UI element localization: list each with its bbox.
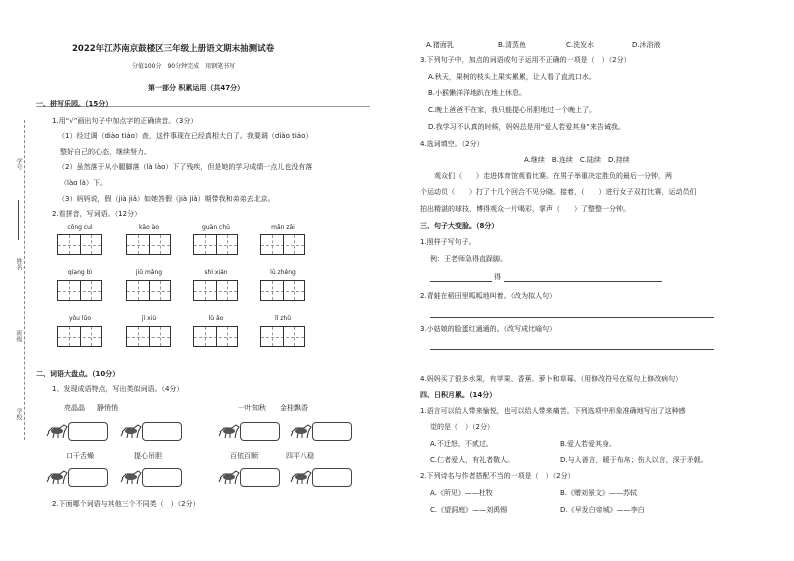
- margin-label-school: 学校: [15, 408, 22, 420]
- answer-line[interactable]: [430, 281, 492, 282]
- sentence-q2: 2.青蛙在稻田里呱呱地叫着。（改为拟人句）: [420, 292, 557, 300]
- sentence-q1: 1.照样子写句子。: [420, 238, 476, 246]
- q4-passage-line3: 拍出精湛的球技，博得观众一片喝彩，掌声（ ）了整整一分钟。: [420, 205, 630, 213]
- r2-option-a: A.《所见》——杜牧: [430, 489, 493, 497]
- q3-option-a: A.秋天，果树的枝头上果实累累，让人看了直流口水。: [428, 73, 596, 81]
- pinyin-label: kāo ào: [138, 224, 160, 231]
- pinyin-label: guàn chū: [202, 224, 230, 231]
- margin-label-name: 姓名: [15, 258, 22, 270]
- r1-option-b: B.爱人若爱其身。: [560, 440, 617, 448]
- pinyin-label: lǐ zhǔ: [275, 315, 291, 322]
- horse-icon: [290, 469, 314, 485]
- sentence-q4: 4.妈妈买了很多水果，有苹果、香蕉、萝卜和草莓。（用修改符号在原句上修改病句）: [420, 375, 683, 383]
- q4-passage-line1: 观众们（ ）走进体育馆观看比赛。在男子举重决定胜负的最后一分钟，两: [434, 172, 672, 180]
- r1-option-a: A.不迁怒，不贰过。: [430, 440, 493, 448]
- part-one-heading: 第一部分 积累运用（共47分）: [148, 84, 245, 92]
- option-d: D.沐浴液: [632, 41, 661, 49]
- idiom-example: 提心吊胆: [134, 452, 162, 460]
- accumulate-q1-line2: 觉的是（ ）（2分）: [430, 423, 494, 431]
- idiom-example: 百依百顺: [230, 452, 258, 460]
- horse-icon: [290, 423, 314, 439]
- sentence-q3: 3.小姑娘的脸蛋红通通的。（改写成比喻句）: [420, 325, 557, 333]
- idiom-example: 静悄悄: [97, 404, 118, 412]
- answer-line[interactable]: [430, 349, 714, 350]
- margin-label-student-id: 学号: [15, 158, 22, 170]
- writing-grid[interactable]: [260, 326, 305, 347]
- q4-word-options: A.继续 B.连续 C.陆续 D.持续: [524, 156, 630, 164]
- pinyin-label: qíang bì: [67, 269, 93, 276]
- section-2-heading: 二、词语大盘点。（10分）: [36, 370, 120, 378]
- pinyin-label: cōng cuì: [67, 224, 93, 231]
- horse-icon: [46, 423, 70, 439]
- answer-box[interactable]: [312, 422, 352, 441]
- exam-meta: 分值100分 90分钟完成 用钢笔书写: [132, 63, 236, 70]
- q3-option-b: B.小猴懒洋洋地趴在地上休息。: [428, 89, 527, 97]
- horse-icon: [120, 423, 144, 439]
- r1-option-c: C.仁者爱人，有礼者敬人。: [430, 456, 515, 464]
- q4-passage-line2: 个运动员（ ）打了十几个回合不见分晓。接着，（ ）进行女子双打比赛，运动员们: [420, 188, 697, 196]
- answer-box[interactable]: [142, 468, 182, 487]
- q1-item2-line2: （lào là）下。: [60, 179, 107, 187]
- writing-grid[interactable]: [126, 234, 171, 255]
- pinyin-label: shì xián: [204, 269, 228, 276]
- pinyin-label: jǐ xiù: [141, 315, 157, 322]
- section-4-heading: 四、日积月累。（14分）: [420, 391, 497, 399]
- pinyin-label: yǒu lūo: [68, 315, 92, 322]
- answer-line[interactable]: [504, 281, 662, 282]
- answer-box[interactable]: [142, 422, 182, 441]
- section-2-question-1: 1、发现成语特点，写出类似词语。（4分）: [52, 385, 184, 393]
- section-1-heading: 一、拼写乐园。（15分）: [36, 100, 113, 108]
- q3-option-d: D.我学习不认真的时候，妈妈总是用“爱人若爱其身”来告诫我。: [428, 123, 625, 131]
- r1-option-d: D.与人善言，暖于布帛；伤人以言，深于矛戟。: [560, 456, 708, 464]
- accumulate-q1-line1: 1.语言可以给人带来愉悦，也可以给人带来痛苦。下列选项中形象准确地写出了这种感: [420, 407, 686, 415]
- section-3-heading: 三、句子大变脸。（8分）: [420, 222, 499, 230]
- writing-grid[interactable]: [193, 234, 238, 255]
- question-1: 1.用“√”画出句子中加点字的正确读音。（3分）: [52, 117, 198, 125]
- writing-grid[interactable]: [57, 234, 102, 255]
- accumulate-q2: 2.下列诗名与作者搭配不当的一项是（ ）（2分）: [420, 472, 575, 480]
- q3-option-c: C.晚上爸爸不在家，我只能提心吊胆地过一个晚上了。: [428, 106, 597, 114]
- margin-label-class: 班级: [15, 330, 22, 342]
- horse-icon: [218, 423, 242, 439]
- section-2-question-2: 2.下面哪个词语与其他三个不同类（ ）（2分）: [52, 500, 200, 508]
- pinyin-label: lǜ zhěng: [270, 269, 296, 276]
- writing-grid[interactable]: [126, 326, 171, 347]
- question-3: 3.下列句子中，加点的词语或句子运用不正确的一项是（ ）（2分）: [420, 56, 631, 64]
- option-b: B.清蒸鱼: [498, 41, 527, 49]
- horse-icon: [46, 469, 70, 485]
- idiom-example: 一叶知秋: [238, 404, 266, 412]
- writing-grid[interactable]: [193, 280, 238, 301]
- q1-item2-line1: （2）虽然落于从小腿脚落（là lào）下了残疾，但是她的学习成绩一点儿也没有落: [58, 163, 313, 171]
- idiom-example: 口干舌燥: [66, 452, 94, 460]
- sentence-q1-de: 得: [494, 273, 501, 281]
- question-2: 2.看拼音，写词语。（12分）: [52, 210, 142, 218]
- answer-box[interactable]: [68, 422, 108, 441]
- writing-grid[interactable]: [57, 326, 102, 347]
- idiom-example: 亮晶晶: [64, 404, 85, 412]
- binding-line: [24, 120, 25, 440]
- writing-grid[interactable]: [126, 280, 171, 301]
- q1-item1-line1: （1）经过调（diào tiáo）查，这件事现在已经真相大白了。我要调（diào tiáo）: [58, 132, 313, 140]
- pinyin-label: mǎn zǎi: [271, 224, 295, 231]
- question-4: 4.选词填空。（2分）: [420, 140, 484, 148]
- r2-option-c: C.《望洞庭》——刘禹锡: [430, 506, 508, 514]
- answer-box[interactable]: [240, 422, 280, 441]
- horse-icon: [218, 469, 242, 485]
- margin-fill-line: [18, 200, 19, 240]
- option-a: A.猪面乳: [426, 41, 454, 49]
- answer-line[interactable]: [430, 317, 714, 318]
- writing-grid[interactable]: [260, 280, 305, 301]
- option-c: C.洗发水: [566, 41, 595, 49]
- page-title: 2022年江苏南京鼓楼区三年级上册语文期末抽测试卷: [72, 44, 275, 54]
- writing-grid[interactable]: [260, 234, 305, 255]
- writing-grid[interactable]: [57, 280, 102, 301]
- r2-option-d: D.《早发白帝城》——李白: [560, 506, 645, 514]
- pinyin-label: lǔ ǎo: [208, 315, 224, 322]
- sentence-q1-example: 例：王老师急得直跺脚。: [430, 255, 507, 263]
- r2-option-b: B.《赠刘景文》——苏轼: [560, 489, 638, 497]
- pinyin-label: jiǔ mǎng: [135, 269, 163, 276]
- writing-grid[interactable]: [193, 326, 238, 347]
- answer-box[interactable]: [240, 468, 280, 487]
- idiom-example: 四平八稳: [286, 452, 314, 460]
- q1-item1-line2: 整好自己的心态，继续努力。: [60, 148, 151, 156]
- q1-item3: （3）妈妈说，假（jià jiǎ）如她答假（jià jiǎ）期带我和弟弟去北京。: [58, 195, 275, 203]
- answer-box[interactable]: [312, 468, 352, 487]
- answer-box[interactable]: [68, 468, 108, 487]
- horse-icon: [120, 469, 144, 485]
- idiom-example: 金桂飘香: [280, 404, 308, 412]
